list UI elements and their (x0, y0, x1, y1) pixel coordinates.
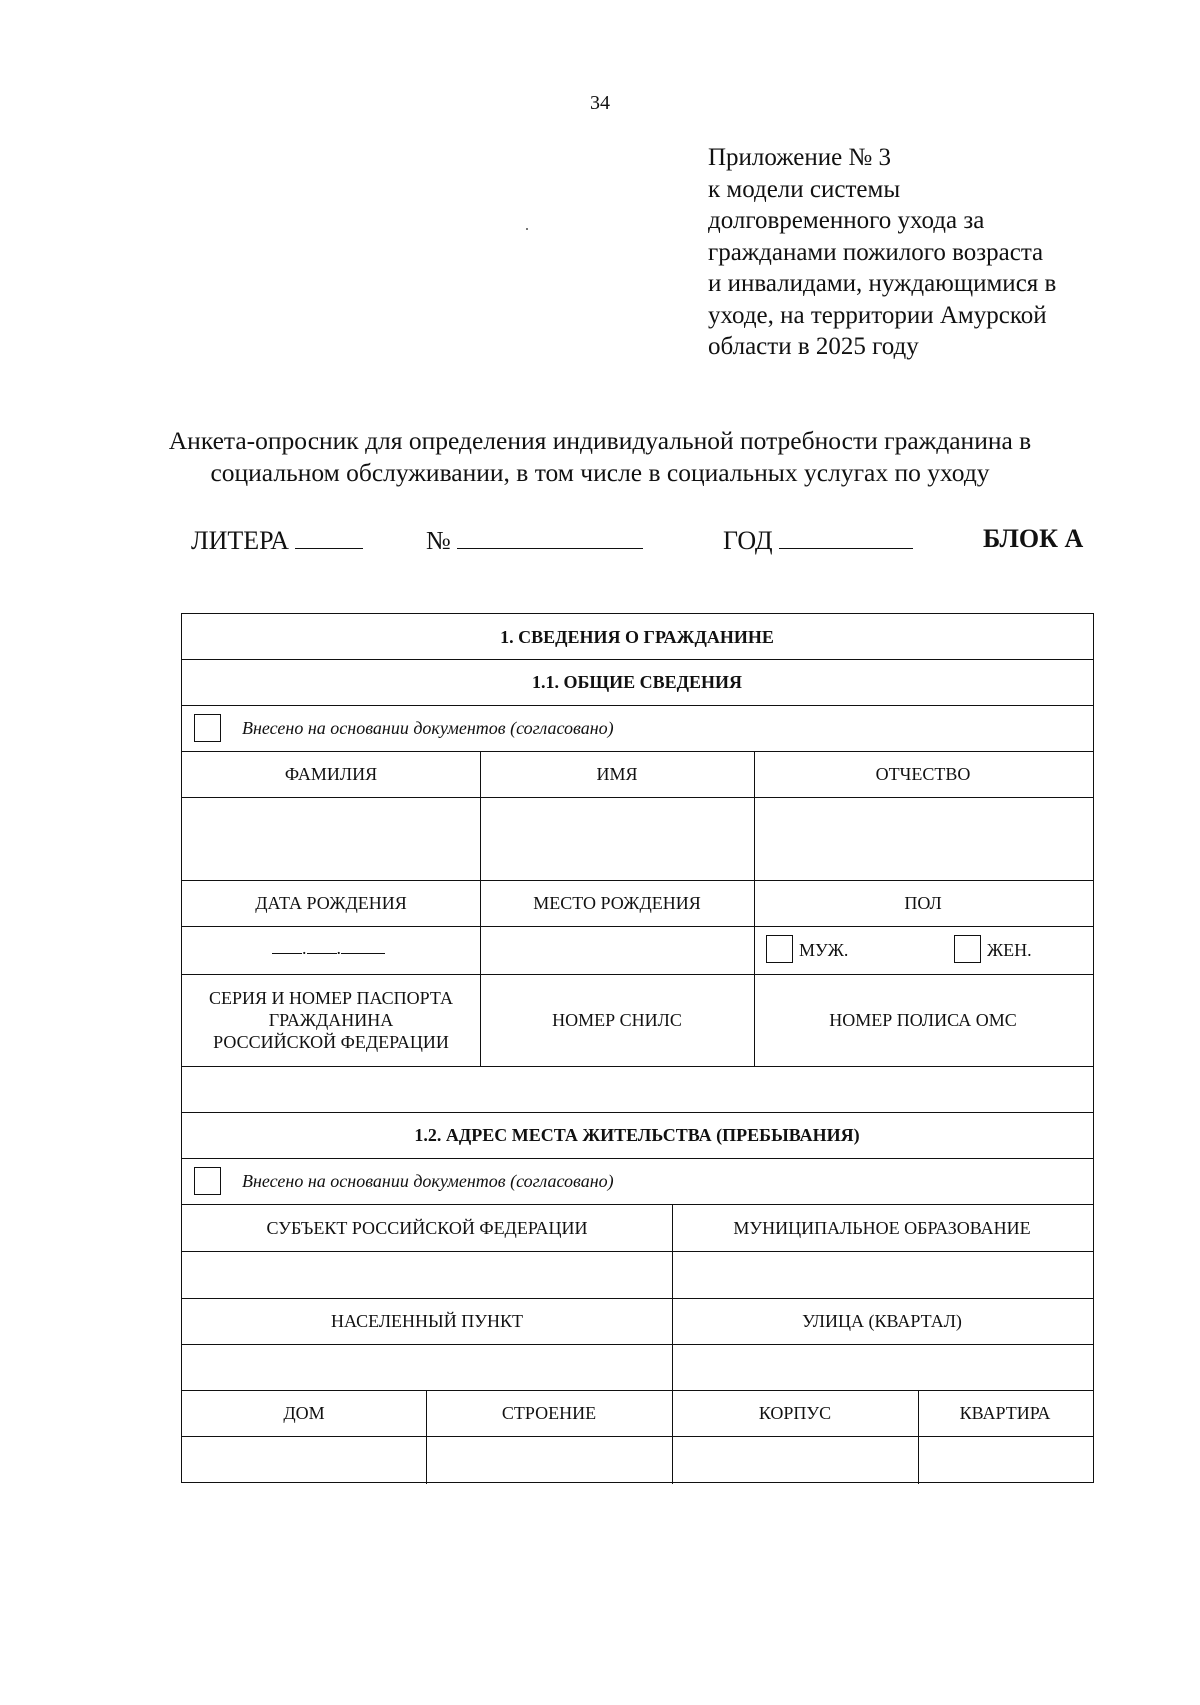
corpus-value[interactable] (672, 1436, 918, 1482)
snils-header: НОМЕР СНИЛС (552, 1010, 682, 1030)
docs-agreed-label: Внесено на основании документов (согласовано) (242, 718, 614, 738)
litera-label: ЛИТЕРА (191, 526, 290, 555)
building-value[interactable] (426, 1436, 672, 1482)
year-field (723, 524, 913, 556)
surname-value[interactable] (182, 797, 480, 880)
sex-male-label: МУЖ. (799, 940, 849, 960)
appendix-line: к модели системы (708, 175, 901, 203)
appendix-line: долговременного ухода за (708, 207, 985, 234)
patronymic-value[interactable] (754, 797, 1092, 880)
birth-date-input[interactable]: . . (272, 938, 385, 959)
section-1-1-title: 1.1. ОБЩИЕ СВЕДЕНИЯ (531, 672, 743, 692)
appendix-line: области в 2025 году (708, 333, 919, 360)
year-input[interactable] (779, 524, 913, 549)
address-docs-agreed-label: Внесено на основании документов (согласовано) (242, 1171, 614, 1191)
passport-header-line: СЕРИЯ И НОМЕР ПАСПОРТА (209, 988, 453, 1008)
building-header: СТРОЕНИЕ (501, 1403, 597, 1423)
snils-value[interactable] (480, 1066, 754, 1112)
docs-agreed-checkbox[interactable] (194, 714, 221, 742)
number-input[interactable] (457, 524, 643, 549)
year-label: ГОД (723, 526, 773, 555)
birth-place-header: МЕСТО РОЖДЕНИЯ (533, 893, 701, 913)
municipality-header: МУНИЦИПАЛЬНОЕ ОБРАЗОВАНИЕ (733, 1217, 1031, 1238)
municipality-value[interactable] (672, 1251, 1092, 1298)
number-field (426, 524, 643, 556)
subject-header: СУБЪЕКТ РОССИЙСКОЙ ФЕДЕРАЦИИ (266, 1217, 588, 1238)
street-header: УЛИЦА (КВАРТАЛ) (802, 1311, 962, 1331)
title-line: Анкета-опросник для определения индивидуальной потребности гражданина в (168, 426, 1032, 455)
title-line: социальном обслуживании, в том числе в социальных услугах по уходу (210, 458, 990, 487)
surname-header: ФАМИЛИЯ (284, 764, 378, 784)
appendix-line: и инвалидами, нуждающимися в (708, 270, 1057, 297)
apartment-value[interactable] (918, 1436, 1092, 1482)
address-docs-agreed-checkbox[interactable] (194, 1167, 221, 1195)
litera-field (191, 524, 363, 556)
house-value[interactable] (182, 1436, 426, 1482)
apartment-header: КВАРТИРА (959, 1403, 1051, 1423)
oms-header: НОМЕР ПОЛИСА ОМС (829, 1010, 1017, 1030)
sex-header: ПОЛ (904, 893, 942, 913)
section-1-2-title: 1.2. АДРЕС МЕСТА ЖИТЕЛЬСТВА (ПРЕБЫВАНИЯ) (414, 1125, 860, 1145)
passport-header-line: ГРАЖДАНИНА (268, 1010, 394, 1030)
passport-header (182, 974, 480, 1066)
sex-female-label: ЖЕН. (987, 940, 1032, 960)
sex-female-checkbox[interactable] (954, 935, 981, 963)
patronymic-header: ОТЧЕСТВО (875, 764, 971, 784)
oms-value[interactable] (754, 1066, 1092, 1112)
appendix-line: Приложение № 3 (708, 144, 892, 171)
passport-header-line: РОССИЙСКОЙ ФЕДЕРАЦИИ (213, 1032, 449, 1052)
passport-value[interactable] (182, 1066, 480, 1112)
name-value[interactable] (480, 797, 754, 880)
appendix-line: уходе, на территории Амурской (708, 301, 1047, 329)
litera-input[interactable] (295, 524, 363, 549)
house-header: ДОМ (283, 1403, 325, 1423)
subject-value[interactable] (182, 1251, 672, 1298)
settlement-header: НАСЕЛЕННЫЙ ПУНКТ (330, 1311, 523, 1331)
document-title (0, 425, 1200, 489)
row-divider (182, 705, 1093, 706)
appendix-line: гражданами пожилого возраста (708, 238, 1044, 266)
appendix-note (708, 142, 1056, 363)
row-divider (182, 1158, 1093, 1159)
page-number: 34 (590, 92, 610, 114)
birth-place-value[interactable] (480, 926, 754, 974)
sex-male-checkbox[interactable] (766, 935, 793, 963)
number-label: № (426, 526, 451, 555)
block-label: БЛОК А (983, 524, 1084, 553)
street-value[interactable] (672, 1344, 1092, 1390)
corpus-header: КОРПУС (758, 1403, 832, 1423)
scan-speck (526, 228, 528, 230)
settlement-value[interactable] (182, 1344, 672, 1390)
name-header: ИМЯ (596, 764, 638, 784)
citizen-form (181, 613, 1094, 1483)
birth-date-header: ДАТА РОЖДЕНИЯ (255, 893, 407, 913)
section-1-title: 1. СВЕДЕНИЯ О ГРАЖДАНИНЕ (500, 626, 774, 647)
